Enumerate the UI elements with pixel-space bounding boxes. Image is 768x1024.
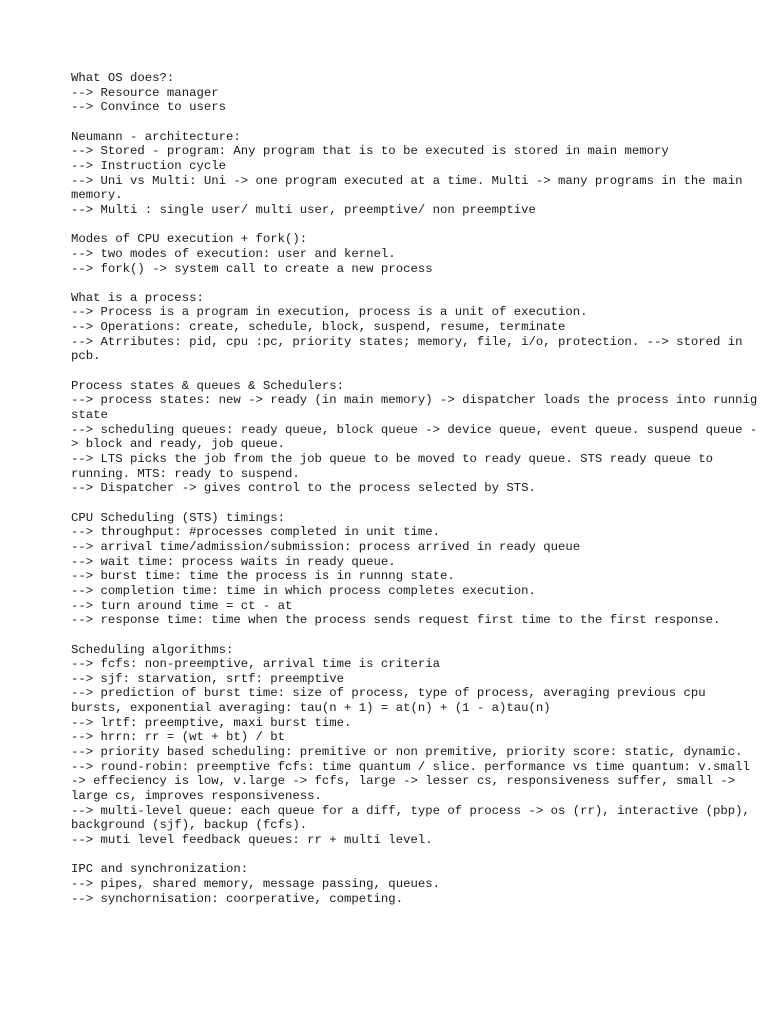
bullet-line: --> scheduling queues: ready queue, block queue -> device queue, event queue. suspend queue -> block and ready, job queue. <box>71 422 758 452</box>
notes-section <box>71 862 761 906</box>
bullet-line: --> Convince to users <box>71 100 226 115</box>
section-heading: What OS does?: <box>71 71 175 85</box>
section-heading: Process states & queues & Schedulers: <box>71 378 345 393</box>
bullet-line: --> Multi : single user/ multi user, preemptive/ non preemptive <box>71 202 536 217</box>
bullet-line: --> fcfs: non-preemptive, arrival time is criteria <box>71 657 440 672</box>
document-page <box>71 71 765 921</box>
notes-section <box>71 643 761 848</box>
bullet-line: --> hrrn: rr = (wt + bt) / bt <box>71 730 286 745</box>
notes-section <box>71 71 761 115</box>
bullet-line: --> Resource manager <box>71 85 219 100</box>
notes-section <box>71 291 761 364</box>
bullet-line: --> Instruction cycle <box>71 158 226 173</box>
bullet-line: --> sjf: starvation, srtf: preemptive <box>71 671 345 686</box>
bullet-line: --> prediction of burst time: size of process, type of process, averaging previous cpu bursts, exponential averaging: tau(n + 1) = at(n) + (1 - a)tau(n) <box>71 686 714 716</box>
bullet-line: --> arrival time/admission/submission: process arrived in ready queue <box>71 539 581 554</box>
bullet-line: --> Process is a program in execution, process is a unit of execution. <box>71 305 588 320</box>
bullet-line: --> muti level feedback queues: rr + multi level. <box>71 833 433 848</box>
bullet-line: --> Operations: create, schedule, block, suspend, resume, terminate <box>71 320 566 335</box>
bullet-line: --> turn around time = ct - at <box>71 598 293 613</box>
section-heading: CPU Scheduling (STS) timings: <box>71 510 286 525</box>
section-heading: What is a process: <box>71 290 204 305</box>
bullet-line: --> burst time: time the process is in runnng state. <box>71 569 455 584</box>
bullet-line: --> Stored - program: Any program that is to be executed is stored in main memory <box>71 144 669 159</box>
section-heading: Scheduling algorithms: <box>71 642 234 657</box>
section-heading: Modes of CPU execution + fork(): <box>71 232 308 247</box>
bullet-line: --> two modes of execution: user and kernel. <box>71 246 396 261</box>
bullet-line: --> Atrributes: pid, cpu :pc, priority states; memory, file, i/o, protection. --> stored in pcb. <box>71 334 750 364</box>
bullet-line: --> wait time: process waits in ready queue. <box>71 554 396 569</box>
bullet-line: --> process states: new -> ready (in main memory) -> dispatcher loads the process into runnig state <box>71 393 765 423</box>
bullet-line: --> round-robin: preemptive fcfs: time quantum / slice. performance vs time quantum: v.small -> effeciency is low, v.large -> fcfs, large -> lesser cs, responsiveness suffer, small -> large cs, improves responsiveness. <box>71 759 758 804</box>
bullet-line: --> fork() -> system call to create a new process <box>71 261 433 276</box>
bullet-line: --> completion time: time in which process completes execution. <box>71 583 536 598</box>
bullet-line: --> response time: time when the process sends request first time to the first response. <box>71 613 721 628</box>
bullet-line: --> lrtf: preemptive, maxi burst time. <box>71 715 352 730</box>
bullet-line: --> Dispatcher -> gives control to the process selected by STS. <box>71 481 536 496</box>
notes-section <box>71 232 761 276</box>
bullet-line: --> multi-level queue: each queue for a diff, type of process -> os (rr), interactive (pbp), background (sjf), backup (fcfs). <box>71 803 758 833</box>
bullet-line: --> LTS picks the job from the job queue to be moved to ready queue. STS ready queue to running. MTS: ready to suspend. <box>71 452 721 481</box>
section-heading: Neumann - architecture: <box>71 129 241 144</box>
bullet-line: --> pipes, shared memory, message passing, queues. <box>71 876 440 891</box>
bullet-line: --> Uni vs Multi: Uni -> one program executed at a time. Multi -> many programs in the main memory. <box>71 173 750 203</box>
bullet-line: --> priority based scheduling: premitive or non premitive, priority score: static, dynamic. <box>71 745 743 760</box>
notes-section <box>71 130 761 218</box>
bullet-line: --> throughput: #processes completed in unit time. <box>71 525 440 540</box>
notes-section <box>71 511 761 628</box>
notes-section <box>71 378 765 496</box>
section-heading: IPC and synchronization: <box>71 862 249 877</box>
bullet-line: --> synchornisation: coorperative, competing. <box>71 891 404 906</box>
